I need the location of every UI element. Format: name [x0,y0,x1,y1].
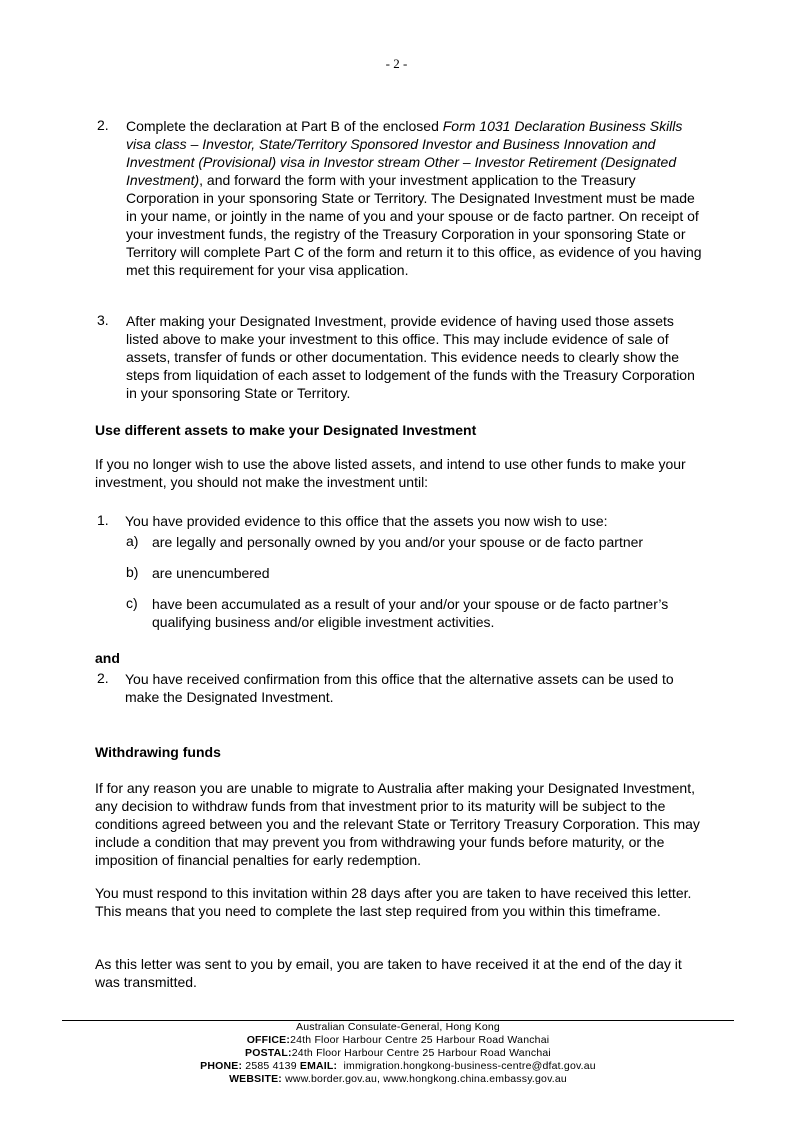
footer-office: OFFICE:24th Floor Harbour Centre 25 Harbour Road Wanchai [246,1034,550,1046]
footer-org: Australian Consulate-General, Hong Kong [296,1021,500,1033]
alt-assets-intro: If you no longer wish to use the above listed assets, and intend to use other funds to make your investment, you should not make the investment until: [95,456,686,490]
alt-item-2-number: 2. [97,670,109,686]
section-heading-alt-assets: Use different assets to make your Designated Investment [95,422,477,438]
sub-item-a-text: are legally and personally owned by you and/or your spouse or de facto partner [152,534,644,550]
footer-postal: POSTAL:24th Floor Harbour Centre 25 Harbour Road Wanchai [245,1047,551,1059]
alt-item-1-text: You have provided evidence to this office that the assets you now wish to use: [125,513,608,529]
step-3-text: After making your Designated Investment, provide evidence of having used those assets listed above to make your investment to this office. This may include evidence of sale of assets, transfer of funds or other documentation. This evidence needs to clearly show the steps from liquidation of each asset to lodgement of the funds with the Treasury Corporation in your sponsoring State or Territory. [126,313,695,401]
footer-website-links[interactable]: www.border.gov.au, www.hongkong.china.embassy.gov.au [285,1073,567,1085]
sub-item-c-letter: c) [126,595,138,611]
footer-contact: PHONE: 2585 4139 EMAIL: immigration.hongkong-business-centre@dfat.gov.au [200,1060,596,1072]
section-heading-withdrawing: Withdrawing funds [95,744,221,760]
withdraw-para-2: You must respond to this invitation within 28 days after you are taken to have received this letter. This means that you need to complete the last step required from you within this timeframe. [95,885,692,919]
footer-website: WEBSITE: www.border.gov.au, www.hongkong.china.embassy.gov.au [229,1073,567,1085]
step-2-number: 2. [97,117,109,133]
and-label: and [95,650,120,666]
footer-email[interactable]: immigration.hongkong-business-centre@dfat.gov.au [343,1060,596,1072]
step-2-text: Complete the declaration at Part B of the enclosed Form 1031 Declaration Business Skills visa class – Investor, State/Territory Sponsored Investor and Business Innovation and Investment (Provisional) visa in Investor stream Other – Investor Retirement (Designated Investment), and forward the form with your investment application to the Treasury Corporation in your sponsoring State or Territory. The Designated Investment must be made in your name, or jointly in the name of you and your spouse or de facto partner. On receipt of your investment funds, the registry of the Treasury Corporation in your sponsoring State or Territory will complete Part C of the form and return it to this office, as evidence of you having met this requirement for your visa application. [126,118,702,278]
sub-item-c-text: have been accumulated as a result of your and/or your spouse or de facto partner’s qualifying business and/or eligible investment activities. [152,596,669,630]
sub-item-b-text: are unencumbered [152,565,270,581]
withdraw-para-3: As this letter was sent to you by email, you are taken to have received it at the end of the day it was transmitted. [95,956,682,990]
withdraw-para-1: If for any reason you are unable to migrate to Australia after making your Designated Investment, any decision to withdraw funds from that investment prior to its maturity will be subject to the conditions agreed between you and the relevant State or Territory Treasury Corporation. This may include a condition that may prevent you from withdrawing your funds before maturity, or the imposition of financial penalties for early redemption. [95,780,700,868]
alt-item-2-text: You have received confirmation from this office that the alternative assets can be used to make the Designated Investment. [125,671,674,705]
sub-item-a-letter: a) [126,533,139,549]
alt-item-1-number: 1. [97,512,109,528]
step-3-number: 3. [97,312,109,328]
form-title: Form 1031 Declaration Business Skills visa class – Investor, State/Territory Sponsored Investor and Business Innovation and Investment (Provisional) visa in Investor stream Other – Investor Retirement (Designated Investment) [126,118,683,188]
page-number: - 2 - [385,56,408,71]
sub-item-b-letter: b) [126,564,139,580]
